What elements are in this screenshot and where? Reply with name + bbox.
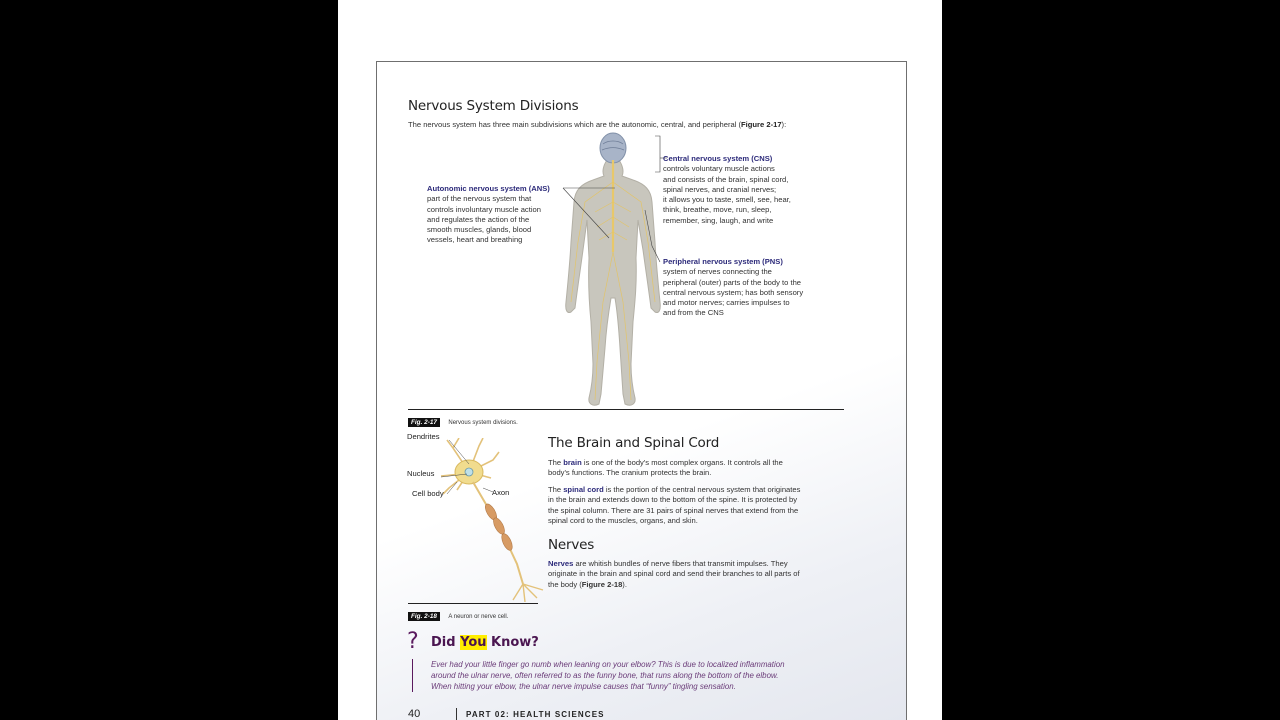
title-run: Did [431, 635, 461, 650]
brain-section-title: The Brain and Spinal Cord [548, 435, 720, 451]
figure-number: Fig. 2-18 [408, 612, 440, 621]
dyk-line: When hitting your elbow, the ulnar nerve impulse causes that “funny” tingling sensation. [431, 682, 736, 692]
ans-callout [427, 184, 587, 246]
dyk-line: around the ulnar nerve, often referred to as the funny bone, that runs along the bottom of the elbow. [431, 671, 779, 681]
fig-2-17-caption [408, 411, 518, 429]
ans-line: vessels, heart and breathing [427, 235, 523, 245]
footer-part-label: PART 02: HEALTH SCIENCES [466, 710, 605, 719]
neuron-label-cell-body: Cell body [412, 489, 444, 498]
dyk-rule [412, 659, 413, 692]
footer-divider [456, 708, 457, 720]
figure-rule [408, 409, 844, 410]
cns-line: spinal nerves, and cranial nerves; [663, 184, 777, 194]
pns-line: and from the CNS [663, 308, 724, 318]
intro-text: The nervous system has three main subdivisions which are the autonomic, central, and peripheral ( [408, 120, 742, 129]
cns-line: controls voluntary muscle actions [663, 164, 775, 174]
book-page-sheet [338, 0, 942, 720]
intro-suffix: ): [781, 120, 787, 129]
text-line: spinal cord to the muscles, organs, and skin. [548, 515, 698, 525]
text-line: in the brain and extends down to the bottom of the spine. It is protected by [548, 495, 798, 505]
text-run: is the portion of the central nervous system that originates [603, 485, 801, 494]
figure-ref[interactable]: Figure 2-17 [741, 120, 782, 129]
axon-shape [473, 482, 523, 584]
page-number: 40 [408, 708, 421, 720]
ans-line: and regulates the action of the [427, 214, 530, 224]
text-run: the body ( [548, 579, 582, 589]
text-run: The [548, 485, 564, 494]
question-mark-icon: ? [407, 629, 419, 654]
axon-terminals [513, 584, 543, 602]
term-spinal-cord: spinal cord [563, 485, 604, 494]
figure-rule [408, 603, 538, 604]
ans-line: part of the nervous system that [427, 194, 532, 204]
page-frame [376, 61, 907, 720]
cns-label: Central nervous system (CNS) [663, 154, 773, 163]
pns-label: Peripheral nervous system (PNS) [663, 257, 783, 266]
spinal-cord-paragraph [548, 485, 848, 526]
text-line: originate in the brain and spinal cord and send their branches to all parts of [548, 569, 800, 579]
ans-line: smooth muscles, glands, blood [427, 225, 532, 235]
dyk-line: Ever had your little finger go numb when leaning on your elbow? This is due to localized inflammation [431, 660, 785, 669]
term-brain: brain [563, 458, 582, 467]
figure-ref[interactable]: Figure 2-18 [581, 579, 623, 589]
neuron-label-dendrites: Dendrites [407, 432, 440, 441]
text-line: body's functions. The cranium protects the brain. [548, 468, 712, 478]
figure-caption: Nervous system divisions. [448, 420, 518, 426]
neuron-label-nucleus: Nucleus [407, 469, 435, 478]
title-highlight: You [460, 635, 487, 650]
text-run: is one of the body's most complex organs. It controls all the [581, 458, 783, 467]
pns-callout [663, 257, 853, 319]
did-you-know-text [431, 659, 861, 692]
section-title: Nervous System Divisions [408, 98, 579, 114]
cns-line: and consists of the brain, spinal cord, [663, 174, 789, 184]
figure-caption: A neuron or nerve cell. [448, 614, 509, 620]
did-you-know-title [431, 635, 539, 650]
neuron-label-axon: Axon [492, 488, 510, 497]
cns-callout [663, 154, 843, 226]
text-run: ). [622, 579, 627, 589]
pns-line: and motor nerves; carries impulses to [663, 298, 790, 308]
title-run: Know? [486, 635, 539, 650]
fig-2-18-caption [408, 605, 508, 623]
pns-line: peripheral (outer) parts of the body to the [663, 277, 802, 287]
nucleus-shape [465, 468, 473, 476]
cns-line: it allows you to taste, smell, see, hear, [663, 195, 791, 205]
nerves-paragraph [548, 559, 848, 590]
ans-label: Autonomic nervous system (ANS) [427, 184, 550, 193]
ans-line: controls involuntary muscle action [427, 204, 541, 214]
text-run: are whitish bundles of nerve fibers that transmit impulses. They [573, 559, 788, 568]
brain-paragraph [548, 458, 848, 479]
text-run: The [548, 458, 564, 467]
text-line: the spinal column. There are 31 pairs of spinal nerves that extend from the [548, 505, 799, 515]
pns-line: system of nerves connecting the [663, 267, 772, 277]
nerves-section-title: Nerves [548, 537, 595, 553]
term-nerves: Nerves [548, 559, 574, 568]
neuron-illustration [439, 438, 549, 602]
cns-line: think, breathe, move, run, sleep, [663, 205, 772, 215]
cns-line: remember, sing, laugh, and write [663, 215, 774, 225]
myelin-sheath [483, 502, 514, 552]
figure-number: Fig. 2-17 [408, 418, 440, 427]
pns-line: central nervous system; has both sensory [663, 287, 804, 297]
